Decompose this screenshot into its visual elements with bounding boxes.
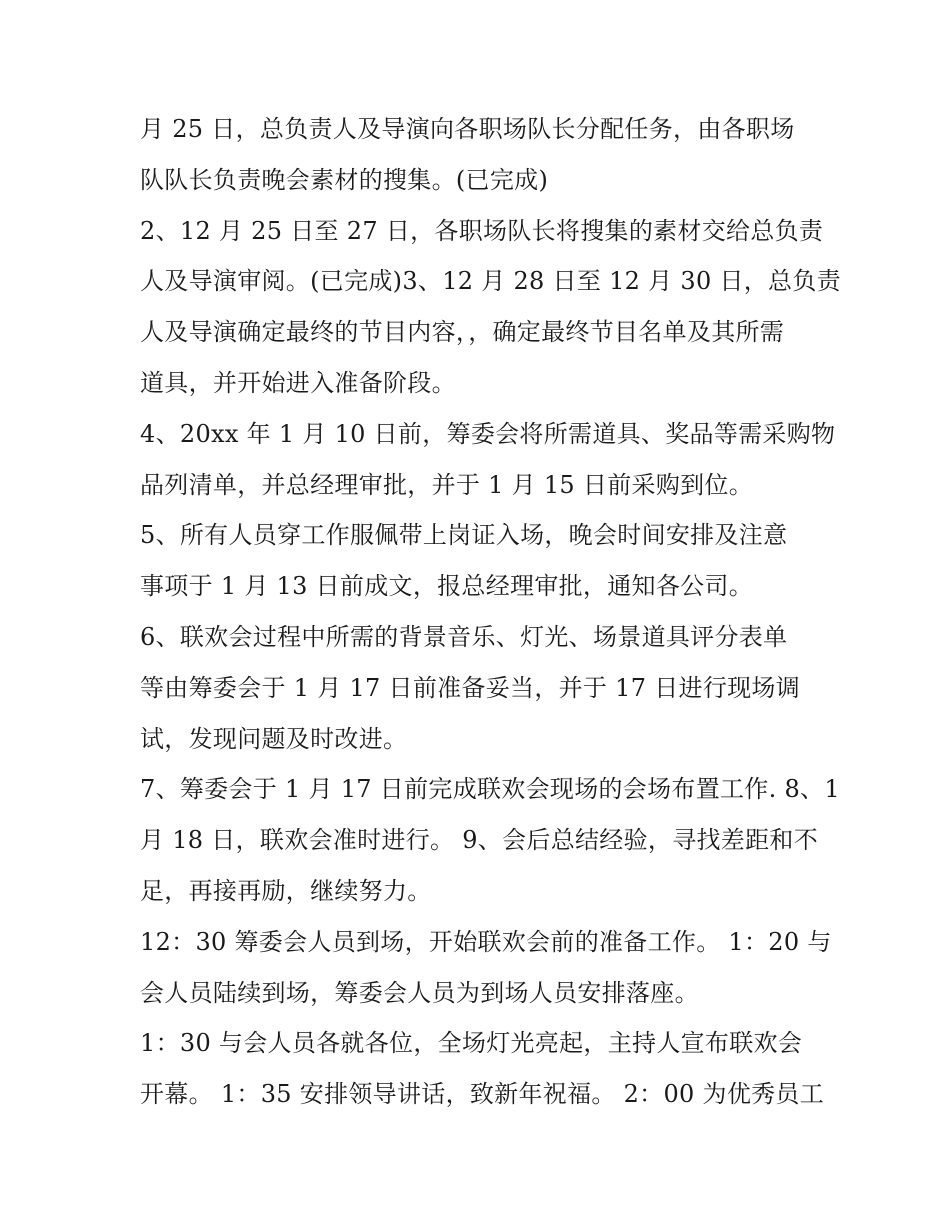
text-line: 5、所有人员穿工作服佩带上岗证入场，晚会时间安排及注意 xyxy=(140,521,788,550)
text-line: 1：30 与会人员各就各位，全场灯光亮起，主持人宣布联欢会 xyxy=(140,1029,803,1058)
text-line: 人及导演确定最终的节目内容，，确定最终节目名单及其所需 xyxy=(140,318,785,347)
text-line: 7、筹委会于 1 月 17 日前完成联欢会现场的会场布置工作. 8、1 xyxy=(140,775,840,804)
text-line: 队队长负责晚会素材的搜集。(已完成) xyxy=(140,165,549,194)
text-line: 等由筹委会于 1 月 17 日前准备妥当，并于 17 日进行现场调 xyxy=(140,673,801,702)
text-line: 6、联欢会过程中所需的背景音乐、灯光、场景道具评分表单 xyxy=(140,622,788,651)
text-line: 足，再接再励，继续努力。 xyxy=(140,876,432,905)
document-body xyxy=(140,104,841,1120)
text-line: 开幕。 1：35 安排领导讲话，致新年祝福。 2：00 为优秀员工 xyxy=(140,1080,825,1109)
text-line: 2、12 月 25 日至 27 日，各职场队长将搜集的素材交给总负责 xyxy=(140,216,824,245)
text-line: 人及导演审阅。(已完成)3、12 月 28 日至 12 月 30 日，总负责 xyxy=(140,267,841,296)
text-line: 4、20xx 年 1 月 10 日前，筹委会将所需道具、奖品等需采购物 xyxy=(140,419,836,448)
text-line: 事项于 1 月 13 日前成文，报总经理审批，通知各公司。 xyxy=(140,572,754,601)
text-line: 品列清单，并总经理审批，并于 1 月 15 日前采购到位。 xyxy=(140,470,754,499)
text-line: 月 25 日，总负责人及导演向各职场队长分配任务，由各职场 xyxy=(140,115,795,143)
text-line: 月 18 日，联欢会准时进行。 9、会后总结经验，寻找差距和不 xyxy=(140,826,818,855)
text-line: 12：30 筹委会人员到场，开始联欢会前的准备工作。 1：20 与 xyxy=(140,927,832,956)
text-line: 会人员陆续到场，筹委会人员为到场人员安排落座。 xyxy=(140,978,699,1007)
text-line: 试，发现问题及时改进。 xyxy=(140,724,408,753)
text-line: 道具，并开始进入准备阶段。 xyxy=(140,368,456,397)
